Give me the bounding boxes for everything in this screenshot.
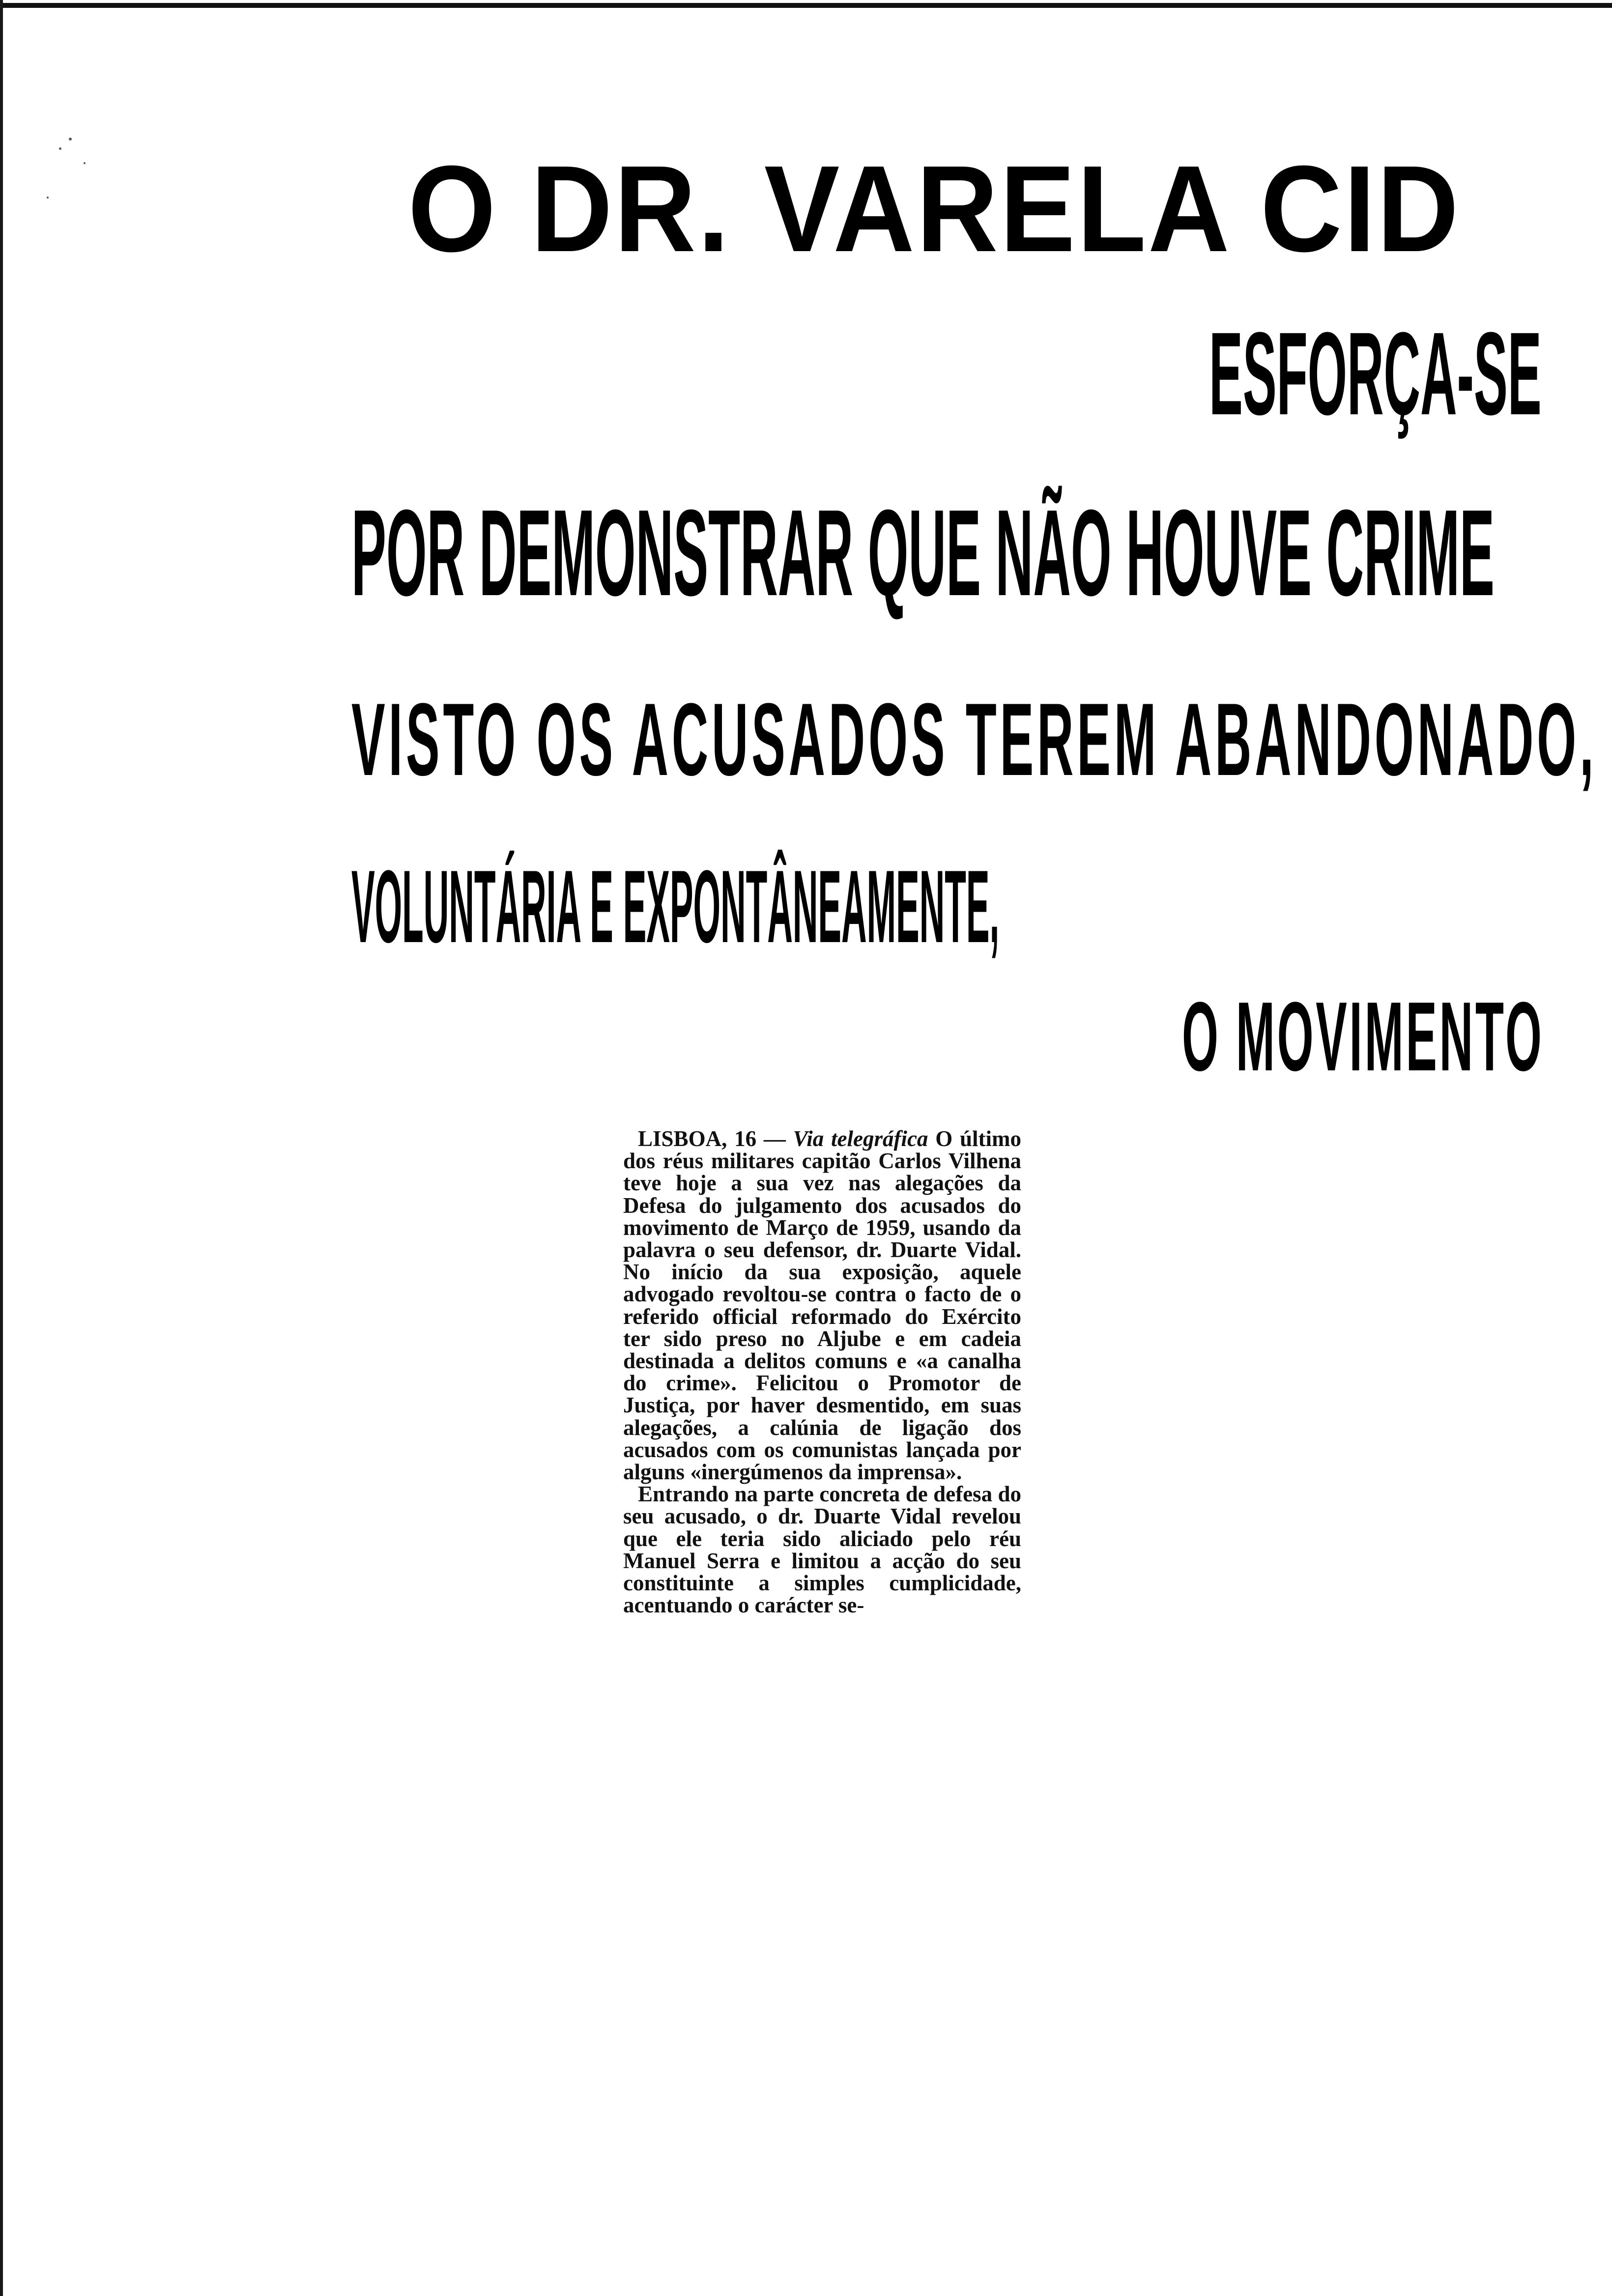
dateline-place: LISBOA, 16 <box>638 1126 757 1151</box>
article-column <box>623 1128 1021 1616</box>
article-paragraph-2: Entrando na parte concreta de defesa do seu acusado, o dr. Duarte Vidal revelou que ele teria sido aliciado pelo réu Manuel Serra e limitou a acção do seu constituinte a simples cumplicidade, acentuando o carácter se- <box>623 1482 1021 1618</box>
dateline-separator: — <box>756 1126 793 1151</box>
headline-line-6: O MOVIMENTO <box>1182 982 1544 1091</box>
top-border-line <box>0 3 1612 8</box>
scan-speck <box>69 138 72 141</box>
scan-speck <box>59 147 61 150</box>
article-paragraph-1 <box>623 1128 1021 1483</box>
headline-line-2: ESFORÇA-SE <box>1209 308 1542 439</box>
headline-line-1: O DR. VARELA CID <box>408 140 1461 277</box>
dateline-source: Via telegráfica <box>793 1126 928 1151</box>
scan-speck <box>47 197 49 199</box>
article-paragraph-1-text: O último dos réus militares capitão Carlos Vilhena teve hoje a sua vez nas alegações da Defesa do julgamento dos acusados do movimento de Março de 1959, usando da palavra o seu defensor, dr. Duarte Vidal. No início da sua exposição, aquele advogado revoltou-se contra o facto de o referido official reformado do Exército ter sido preso no Aljube e em cadeia destinada a delitos comuns e «a canalha do crime». Felicitou o Promotor de Justiça, por haver desmentido, em suas alegações, a calúnia de ligação dos acusados com os comunistas lançada por alguns «inergúmenos da imprensa». <box>623 1126 1021 1485</box>
headline-line-5: VOLUNTÁRIA E EXPONTÂNEAMENTE, <box>351 849 1000 964</box>
headline-line-4: VISTO OS ACUSADOS TEREM ABANDONADO, <box>351 682 1597 797</box>
scan-speck <box>84 162 86 164</box>
left-border-line <box>0 0 3 2296</box>
headline-line-3: POR DEMONSTRAR QUE NÃO HOUVE CRIME <box>351 484 1495 621</box>
